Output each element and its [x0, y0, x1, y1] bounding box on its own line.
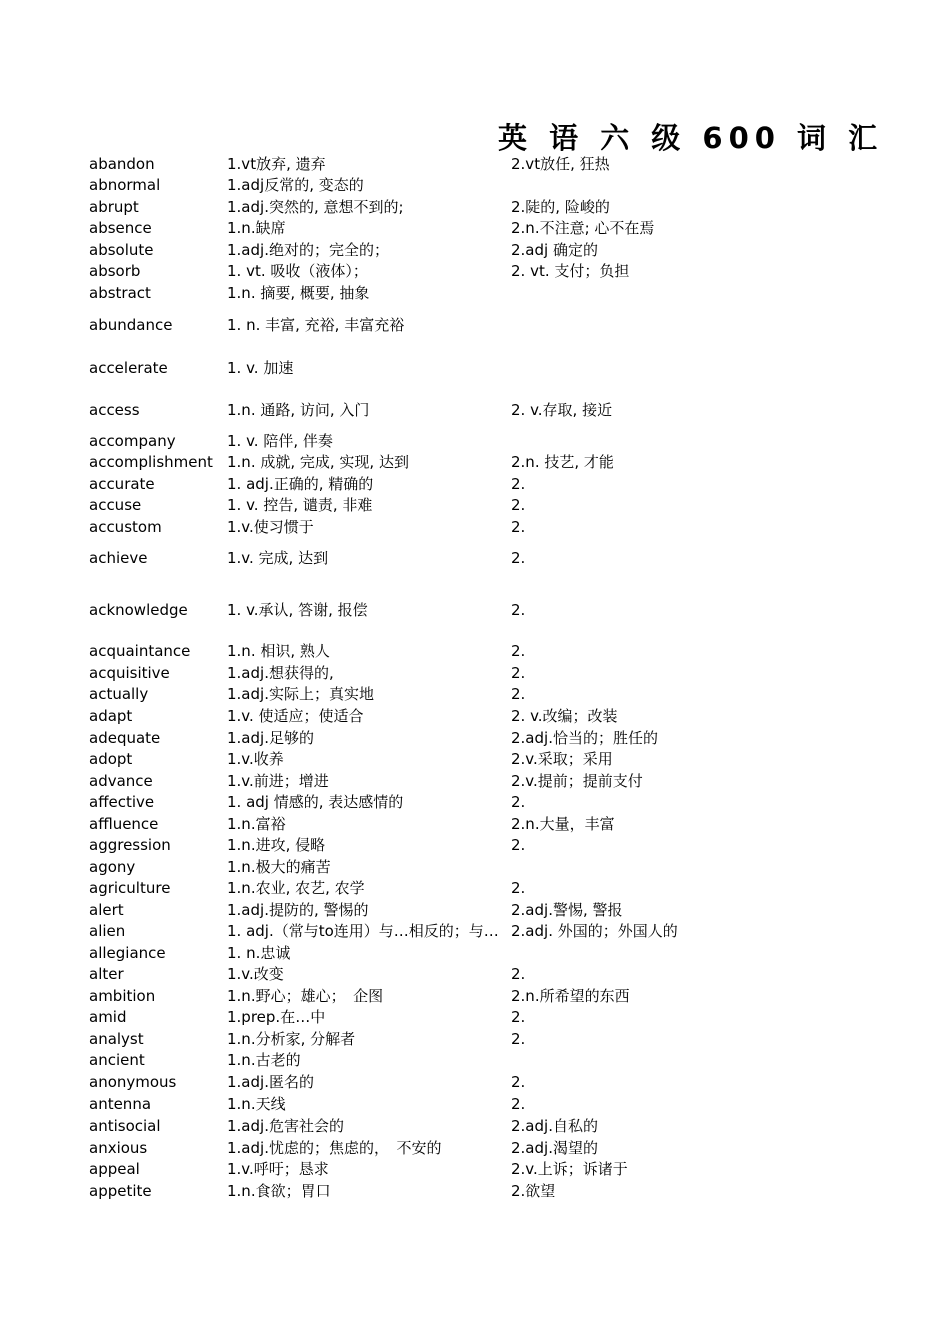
definition-1-cell: 1.vt放弃, 遗弃 — [227, 155, 326, 173]
word-cell: amid — [89, 1008, 127, 1026]
table-row — [0, 218, 950, 239]
definition-2-cell: 2. — [511, 642, 526, 660]
definition-2-cell: 2.n.大量，丰富 — [511, 815, 615, 833]
word-cell: abrupt — [89, 198, 139, 216]
definition-2-cell: 2. — [511, 475, 526, 493]
word-cell: achieve — [89, 549, 148, 567]
table-row — [0, 663, 950, 684]
table-row — [0, 749, 950, 770]
definition-2-cell: 2. v.存取, 接近 — [511, 401, 613, 419]
word-cell: affective — [89, 793, 155, 811]
definition-1-cell: 1. n. 丰富, 充裕, 丰富充裕 — [227, 316, 405, 334]
table-row — [0, 1050, 950, 1071]
word-cell: ambition — [89, 987, 156, 1005]
word-cell: alter — [89, 965, 124, 983]
definition-1-cell: 1. adj.正确的, 精确的 — [227, 475, 374, 493]
definition-1-cell: 1. n.忠诚 — [227, 944, 291, 962]
definition-1-cell: 1. v. 加速 — [227, 359, 294, 377]
table-row — [0, 814, 950, 835]
definition-1-cell: 1. v. 陪伴, 伴奏 — [227, 432, 333, 450]
table-row — [0, 1138, 950, 1159]
definition-1-cell: 1.v.改变 — [227, 965, 284, 983]
definition-1-cell: 1.adj.匿名的 — [227, 1073, 314, 1091]
word-cell: accelerate — [89, 359, 168, 377]
definition-1-cell: 1.adj.绝对的；完全的； — [227, 241, 389, 259]
table-row — [0, 1029, 950, 1050]
definition-2-cell: 2.欲望 — [511, 1182, 556, 1200]
table-row — [0, 900, 950, 921]
page-title: 英 语 六 级 600 词 汇 — [498, 121, 884, 155]
table-row — [0, 240, 950, 261]
definition-2-cell: 2.n.不注意; 心不在焉 — [511, 219, 655, 237]
definition-1-cell: 1.v.前进；增进 — [227, 772, 329, 790]
table-row — [0, 1181, 950, 1202]
word-cell: advance — [89, 772, 153, 790]
table-row — [0, 728, 950, 749]
word-cell: adapt — [89, 707, 133, 725]
definition-2-cell: 2.adj 确定的 — [511, 241, 598, 259]
table-row — [0, 986, 950, 1007]
definition-1-cell: 1.n.食欲；胃口 — [227, 1182, 331, 1200]
word-cell: allegiance — [89, 944, 166, 962]
table-row — [0, 835, 950, 856]
table-row — [0, 400, 950, 421]
definition-1-cell: 1.n.极大的痛苦 — [227, 858, 331, 876]
word-cell: analyst — [89, 1030, 144, 1048]
table-row — [0, 517, 950, 538]
definition-2-cell: 2. — [511, 1008, 526, 1026]
definition-1-cell: 1.v.使习惯于 — [227, 518, 314, 536]
definition-2-cell: 2. — [511, 1030, 526, 1048]
word-cell: abnormal — [89, 176, 161, 194]
table-row — [0, 358, 950, 379]
definition-2-cell: 2.v.提前；提前支付 — [511, 772, 643, 790]
word-cell: absolute — [89, 241, 154, 259]
table-row — [0, 1159, 950, 1180]
table-row — [0, 641, 950, 662]
table-row — [0, 315, 950, 336]
definition-2-cell: 2.adj.警惕, 警报 — [511, 901, 623, 919]
definition-1-cell: 1.prep.在…中 — [227, 1008, 326, 1026]
definition-2-cell: 2.n.所希望的东西 — [511, 987, 630, 1005]
definition-2-cell: 2.陡的, 险峻的 — [511, 198, 610, 216]
table-row — [0, 283, 950, 304]
definition-1-cell: 1.n. 通路, 访问, 入门 — [227, 401, 370, 419]
definition-2-cell: 2. — [511, 793, 526, 811]
definition-1-cell: 1.n.缺席 — [227, 219, 286, 237]
word-cell: adopt — [89, 750, 133, 768]
definition-1-cell: 1. adj.（常与to连用）与…相反的；与… — [227, 922, 499, 940]
definition-2-cell: 2.n. 技艺, 才能 — [511, 453, 614, 471]
word-cell: adequate — [89, 729, 161, 747]
table-row — [0, 452, 950, 473]
word-cell: accustom — [89, 518, 162, 536]
table-row — [0, 878, 950, 899]
word-cell: ancient — [89, 1051, 145, 1069]
table-row — [0, 964, 950, 985]
definition-2-cell: 2.adj.自私的 — [511, 1117, 598, 1135]
definition-2-cell: 2. — [511, 1073, 526, 1091]
word-cell: antisocial — [89, 1117, 161, 1135]
word-cell: absence — [89, 219, 152, 237]
table-row — [0, 792, 950, 813]
definition-1-cell: 1.n.古老的 — [227, 1051, 301, 1069]
definition-1-cell: 1.v. 完成, 达到 — [227, 549, 329, 567]
definition-2-cell: 2.v.采取；采用 — [511, 750, 613, 768]
definition-2-cell: 2. — [511, 1095, 526, 1113]
table-row — [0, 684, 950, 705]
word-cell: accurate — [89, 475, 155, 493]
definition-1-cell: 1.n. 成就, 完成, 实现, 达到 — [227, 453, 409, 471]
definition-1-cell: 1.adj.突然的, 意想不到的; — [227, 198, 404, 216]
word-cell: aggression — [89, 836, 171, 854]
table-row — [0, 474, 950, 495]
definition-1-cell: 1.n. 摘要, 概要, 抽象 — [227, 284, 370, 302]
table-row — [0, 1072, 950, 1093]
definition-1-cell: 1.adj反常的, 变态的 — [227, 176, 364, 194]
definition-2-cell: 2. — [511, 549, 526, 567]
definition-1-cell: 1.adj.危害社会的 — [227, 1117, 344, 1135]
table-row — [0, 495, 950, 516]
definition-1-cell: 1.n.富裕 — [227, 815, 286, 833]
word-cell: accompany — [89, 432, 176, 450]
word-cell: acknowledge — [89, 601, 188, 619]
definition-2-cell: 2. — [511, 496, 526, 514]
definition-1-cell: 1. adj 情感的, 表达感情的 — [227, 793, 404, 811]
word-cell: access — [89, 401, 140, 419]
word-cell: abundance — [89, 316, 173, 334]
word-cell: accuse — [89, 496, 142, 514]
definition-2-cell: 2. vt. 支付；负担 — [511, 262, 630, 280]
definition-2-cell: 2. — [511, 836, 526, 854]
definition-1-cell: 1.v.收养 — [227, 750, 284, 768]
word-cell: appeal — [89, 1160, 140, 1178]
definition-2-cell: 2. — [511, 601, 526, 619]
table-row — [0, 706, 950, 727]
definition-2-cell: 2. — [511, 879, 526, 897]
table-row — [0, 197, 950, 218]
definition-2-cell: 2. — [511, 965, 526, 983]
definition-2-cell: 2.adj. 外国的；外国人的 — [511, 922, 678, 940]
table-row — [0, 431, 950, 452]
table-row — [0, 1094, 950, 1115]
word-cell: alert — [89, 901, 124, 919]
word-cell: abstract — [89, 284, 151, 302]
table-row — [0, 857, 950, 878]
definition-1-cell: 1.adj.提防的, 警惕的 — [227, 901, 369, 919]
definition-1-cell: 1. vt. 吸收（液体）； — [227, 262, 368, 280]
table-row — [0, 548, 950, 569]
table-row — [0, 771, 950, 792]
definition-2-cell: 2.vt放任, 狂热 — [511, 155, 610, 173]
table-row — [0, 921, 950, 942]
definition-2-cell: 2. — [511, 685, 526, 703]
definition-1-cell: 1.n.进攻, 侵略 — [227, 836, 326, 854]
definition-1-cell: 1.adj.实际上；真实地 — [227, 685, 374, 703]
definition-1-cell: 1.n.分析家, 分解者 — [227, 1030, 356, 1048]
definition-1-cell: 1.adj.忧虑的；焦虑的， 不安的 — [227, 1139, 442, 1157]
definition-1-cell: 1.n.天线 — [227, 1095, 286, 1113]
word-cell: acquisitive — [89, 664, 170, 682]
definition-1-cell: 1.adj.想获得的, — [227, 664, 334, 682]
definition-2-cell: 2. v.改编；改装 — [511, 707, 618, 725]
word-cell: agriculture — [89, 879, 171, 897]
table-row — [0, 154, 950, 175]
word-cell: alien — [89, 922, 126, 940]
table-row — [0, 1007, 950, 1028]
word-cell: anonymous — [89, 1073, 177, 1091]
word-cell: acquaintance — [89, 642, 191, 660]
definition-1-cell: 1.n.野心；雄心； 企图 — [227, 987, 384, 1005]
definition-2-cell: 2.v.上诉；诉诸于 — [511, 1160, 628, 1178]
definition-2-cell: 2. — [511, 518, 526, 536]
table-row — [0, 943, 950, 964]
definition-1-cell: 1.adj.足够的 — [227, 729, 314, 747]
word-cell: absorb — [89, 262, 141, 280]
definition-1-cell: 1.v.呼吁；恳求 — [227, 1160, 329, 1178]
word-cell: actually — [89, 685, 149, 703]
definition-1-cell: 1.n. 相识, 熟人 — [227, 642, 330, 660]
definition-1-cell: 1. v. 控告, 谴责, 非难 — [227, 496, 373, 514]
word-cell: affluence — [89, 815, 159, 833]
word-cell: abandon — [89, 155, 155, 173]
table-row — [0, 175, 950, 196]
word-cell: accomplishment — [89, 453, 213, 471]
definition-1-cell: 1.v. 使适应；使适合 — [227, 707, 364, 725]
word-cell: appetite — [89, 1182, 152, 1200]
definition-2-cell: 2. — [511, 664, 526, 682]
word-cell: antenna — [89, 1095, 152, 1113]
definition-2-cell: 2.adj.渴望的 — [511, 1139, 598, 1157]
word-cell: anxious — [89, 1139, 148, 1157]
definition-1-cell: 1. v.承认, 答谢, 报偿 — [227, 601, 368, 619]
definition-2-cell: 2.adj.恰当的；胜任的 — [511, 729, 658, 747]
definition-1-cell: 1.n.农业, 农艺, 农学 — [227, 879, 365, 897]
table-row — [0, 1116, 950, 1137]
table-row — [0, 600, 950, 621]
word-cell: agony — [89, 858, 136, 876]
table-row — [0, 261, 950, 282]
